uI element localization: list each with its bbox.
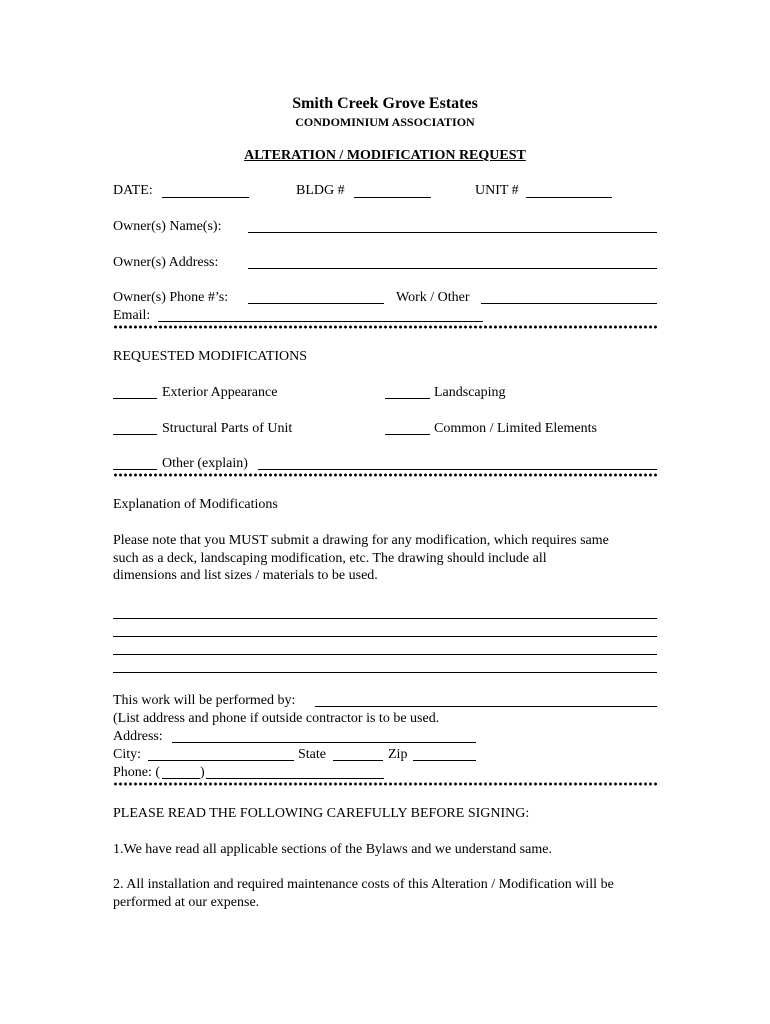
contractor-phone-label: Phone: ( xyxy=(113,765,161,780)
owner-names-field[interactable] xyxy=(248,232,657,233)
structural-parts-label: Structural Parts of Unit xyxy=(162,421,293,436)
terms-item-1: 1.We have read all applicable sections of the Bylaws and we understand same. xyxy=(113,842,552,857)
association-subtitle: CONDOMINIUM ASSOCIATION xyxy=(295,115,475,129)
contractor-phone-paren: ) xyxy=(200,765,205,780)
date-label: DATE: xyxy=(113,183,153,198)
contractor-phone-field[interactable] xyxy=(206,778,384,779)
association-title: Smith Creek Grove Estates xyxy=(292,95,478,112)
contractor-city-label: City: xyxy=(113,747,142,762)
terms-heading: PLEASE READ THE FOLLOWING CAREFULLY BEFORE SIGNING: xyxy=(113,806,530,821)
contractor-city-field[interactable] xyxy=(148,760,294,761)
work-other-field[interactable] xyxy=(481,303,657,304)
landscaping-label: Landscaping xyxy=(434,385,506,400)
terms-item-2-line: performed at our expense. xyxy=(113,895,260,910)
section-divider xyxy=(113,782,658,786)
explanation-field-line[interactable] xyxy=(113,636,657,637)
explanation-note-line: such as a deck, landscaping modification, etc. The drawing should include all xyxy=(113,551,547,566)
common-elements-label: Common / Limited Elements xyxy=(434,421,597,436)
explanation-field-line[interactable] xyxy=(113,672,657,673)
other-explain-label: Other (explain) xyxy=(162,456,248,471)
owner-phone-field[interactable] xyxy=(248,303,384,304)
owner-names-label: Owner(s) Name(s): xyxy=(113,219,222,234)
contractor-address-field[interactable] xyxy=(172,742,476,743)
other-checkbox[interactable] xyxy=(113,469,157,470)
requested-modifications-heading: REQUESTED MODIFICATIONS xyxy=(113,349,308,364)
explanation-field-line[interactable] xyxy=(113,618,657,619)
explanation-note-line: dimensions and list sizes / materials to be used. xyxy=(113,568,378,583)
common-elements-checkbox[interactable] xyxy=(385,434,430,435)
owner-address-field[interactable] xyxy=(248,268,657,269)
work-other-label: Work / Other xyxy=(396,290,470,305)
bldg-field[interactable] xyxy=(354,197,431,198)
structural-parts-checkbox[interactable] xyxy=(113,434,157,435)
owner-phone-label: Owner(s) Phone #’s: xyxy=(113,290,229,305)
performed-by-field[interactable] xyxy=(315,706,657,707)
performed-by-label: This work will be performed by: xyxy=(113,693,296,708)
email-label: Email: xyxy=(113,308,151,323)
exterior-appearance-checkbox[interactable] xyxy=(113,398,157,399)
other-explain-field[interactable] xyxy=(258,469,657,470)
contractor-zip-field[interactable] xyxy=(413,760,476,761)
section-divider xyxy=(113,325,658,329)
explanation-note-line: Please note that you MUST submit a drawing for any modification, which requires same xyxy=(113,533,609,548)
landscaping-checkbox[interactable] xyxy=(385,398,430,399)
explanation-field-line[interactable] xyxy=(113,654,657,655)
owner-address-label: Owner(s) Address: xyxy=(113,255,219,270)
contractor-note: (List address and phone if outside contractor is to be used. xyxy=(113,711,440,726)
bldg-label: BLDG # xyxy=(296,183,345,198)
exterior-appearance-label: Exterior Appearance xyxy=(162,385,278,400)
section-divider xyxy=(113,473,658,477)
terms-item-2-line: 2. All installation and required maintenance costs of this Alteration / Modification will be xyxy=(113,877,614,892)
contractor-area-code-field[interactable] xyxy=(162,778,200,779)
explanation-heading: Explanation of Modifications xyxy=(113,497,278,512)
contractor-state-label: State xyxy=(298,747,326,762)
unit-label: UNIT # xyxy=(475,183,519,198)
email-field[interactable] xyxy=(158,321,483,322)
contractor-state-field[interactable] xyxy=(333,760,383,761)
form-title: ALTERATION / MODIFICATION REQUEST xyxy=(244,148,526,163)
date-field[interactable] xyxy=(162,197,249,198)
contractor-zip-label: Zip xyxy=(388,747,408,762)
contractor-address-label: Address: xyxy=(113,729,163,744)
unit-field[interactable] xyxy=(526,197,612,198)
